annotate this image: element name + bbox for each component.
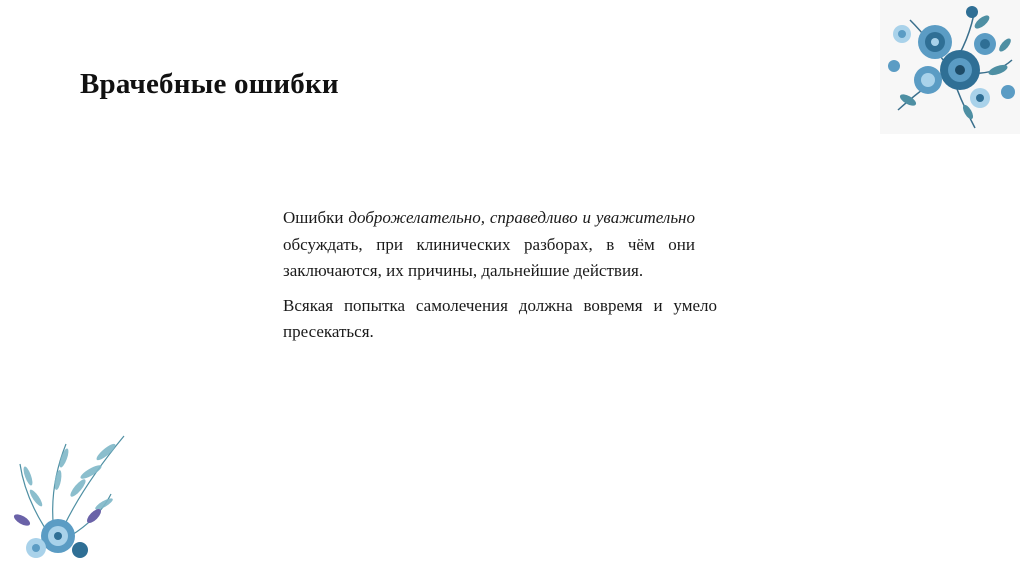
slide-body [283,205,717,354]
paragraph-errors-discussion [283,205,695,285]
slide-title: Врачебные ошибки [80,68,339,100]
paragraph-prefix: Ошибки [283,208,349,227]
paragraph-suffix: обсуждать, при клинических разборах, в чём они заключаются, их причины, дальнейшие действия. [283,234,695,280]
paragraph-emphasis: доброжелательно, справедливо и уважительно [348,208,695,227]
paragraph-self-treatment: Всякая попытка самолечения должна вовремя и умело пресекаться. [283,295,717,341]
blue-flower-bouquet-image [880,0,1020,134]
blue-floral-sprig-image [6,424,136,564]
